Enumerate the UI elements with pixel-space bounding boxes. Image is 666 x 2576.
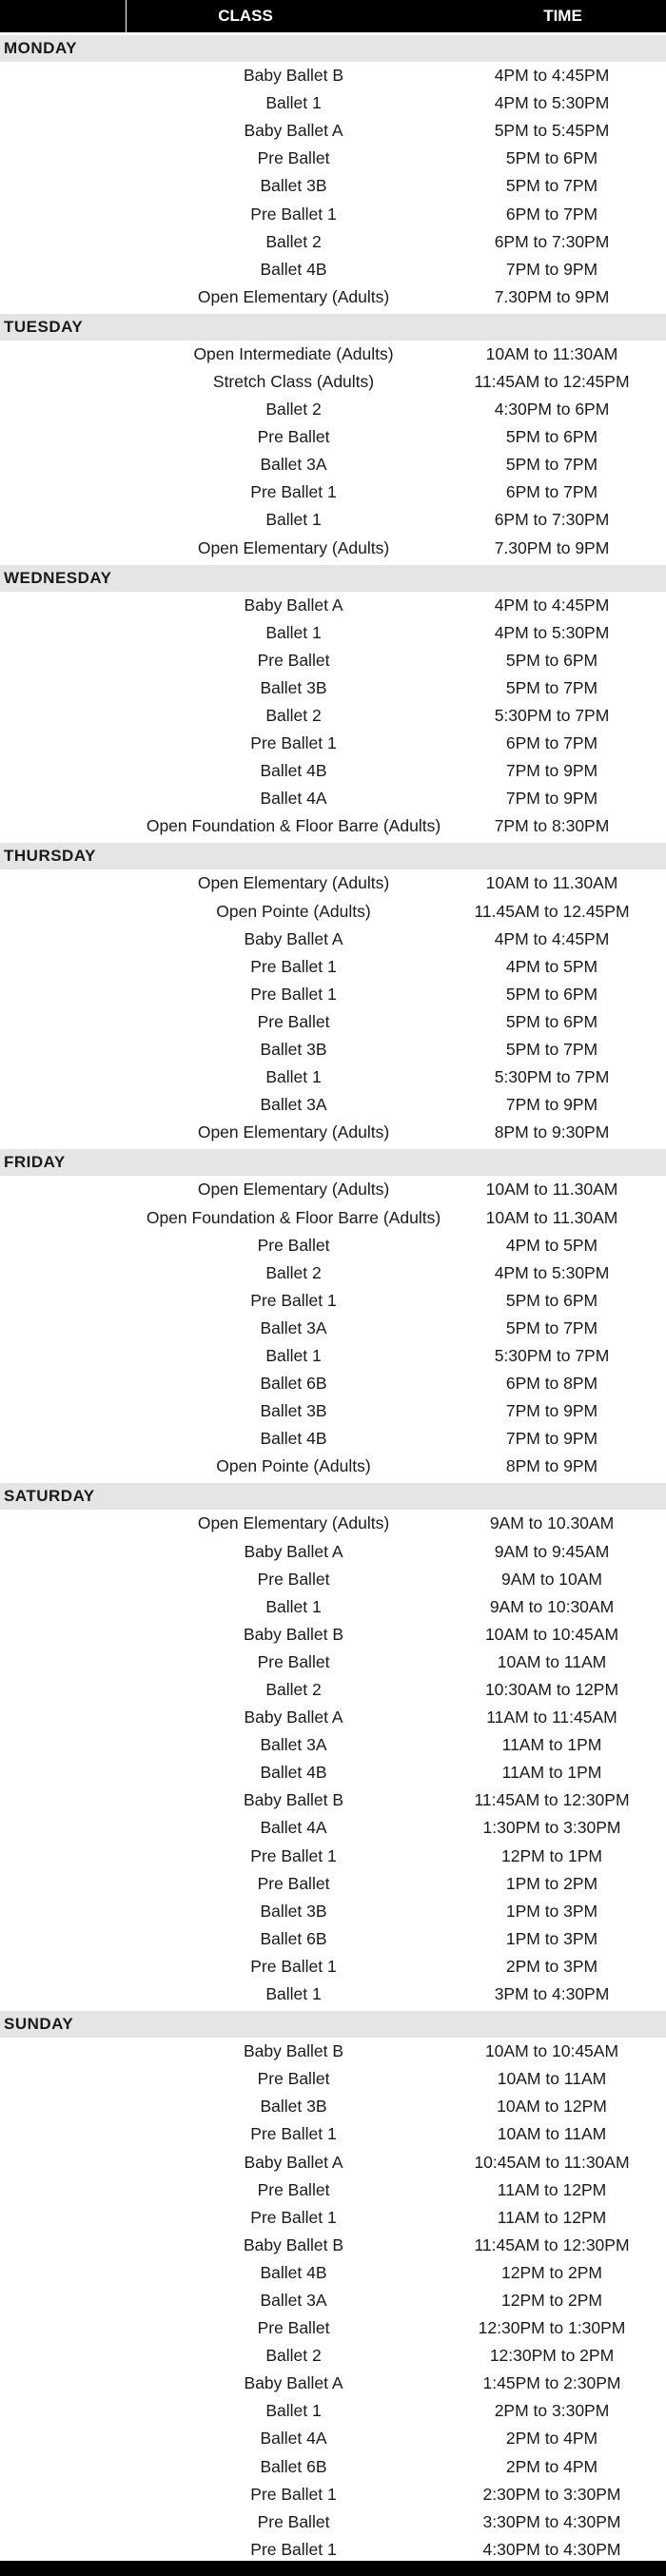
table-row bbox=[0, 1843, 666, 1870]
class-time: 6PM to 8PM bbox=[505, 1374, 598, 1394]
table-row bbox=[0, 730, 666, 757]
class-time: 5:30PM to 7PM bbox=[494, 706, 610, 726]
class-time: 6PM to 7PM bbox=[505, 204, 598, 224]
class-name: Open Foundation & Floor Barre (Adults) bbox=[146, 1207, 441, 1227]
table-row bbox=[0, 2065, 666, 2093]
table-row bbox=[0, 1425, 666, 1453]
class-time: 4PM to 5PM bbox=[505, 1235, 598, 1255]
table-row bbox=[0, 785, 666, 812]
table-row bbox=[0, 2093, 666, 2120]
class-name: Ballet 6B bbox=[260, 1374, 327, 1394]
table-row bbox=[0, 2481, 666, 2508]
class-time: 10AM to 11AM bbox=[497, 2124, 607, 2144]
class-name: Ballet 3A bbox=[260, 2290, 327, 2310]
class-time: 7PM to 8:30PM bbox=[494, 816, 610, 836]
table-row bbox=[0, 172, 666, 200]
day-header: SATURDAY bbox=[0, 1483, 666, 1510]
table-row bbox=[0, 145, 666, 172]
table-row bbox=[0, 2120, 666, 2148]
class-name: Ballet 1 bbox=[265, 1345, 322, 1365]
table-row bbox=[0, 981, 666, 1008]
class-name: Open Elementary (Adults) bbox=[197, 1513, 390, 1533]
day-header: WEDNESDAY bbox=[0, 565, 666, 592]
table-row bbox=[0, 1315, 666, 1342]
class-time: 6PM to 7:30PM bbox=[494, 510, 610, 530]
class-name: Pre Ballet 1 bbox=[250, 1290, 337, 1310]
class-time: 11:45AM to 12:30PM bbox=[474, 1790, 630, 1810]
class-time: 4PM to 4:45PM bbox=[494, 66, 610, 86]
day-header: MONDAY bbox=[0, 35, 666, 62]
class-name: Open Elementary (Adults) bbox=[197, 1180, 390, 1200]
class-time: 7PM to 9PM bbox=[505, 1401, 598, 1421]
table-row bbox=[0, 478, 666, 506]
class-time: 2:30PM to 3:30PM bbox=[482, 2484, 621, 2504]
table-row bbox=[0, 2536, 666, 2564]
class-name: Baby Ballet B bbox=[243, 1790, 344, 1810]
class-time: 2PM to 3PM bbox=[505, 1956, 598, 1976]
class-name: Pre Ballet bbox=[257, 1011, 330, 1031]
class-time: 4PM to 4:45PM bbox=[494, 928, 610, 948]
day-header: THURSDAY bbox=[0, 843, 666, 869]
class-name: Ballet 2 bbox=[265, 1680, 322, 1700]
table-row bbox=[0, 1786, 666, 1814]
class-time: 12:30PM to 2PM bbox=[489, 2346, 615, 2366]
table-row bbox=[0, 2287, 666, 2314]
table-row bbox=[0, 953, 666, 981]
class-time: 12:30PM to 1:30PM bbox=[478, 2318, 626, 2338]
class-name: Pre Ballet 1 bbox=[250, 482, 337, 502]
class-time: 4:30PM to 6PM bbox=[494, 400, 610, 420]
day-section bbox=[0, 314, 666, 562]
class-name: Pre Ballet bbox=[257, 1569, 330, 1589]
class-name: Ballet 4B bbox=[260, 1763, 327, 1783]
class-time: 10AM to 11:30AM bbox=[485, 343, 618, 363]
class-name: Ballet 6B bbox=[260, 2456, 327, 2476]
class-name: Ballet 2 bbox=[265, 706, 322, 726]
class-time: 5PM to 5:45PM bbox=[494, 121, 610, 141]
class-time: 5PM to 6PM bbox=[505, 1011, 598, 1031]
table-row bbox=[0, 2232, 666, 2259]
class-time: 5PM to 6PM bbox=[505, 650, 598, 670]
class-name: Ballet 3A bbox=[260, 1095, 327, 1115]
class-time: 9AM to 10:30AM bbox=[489, 1596, 615, 1616]
class-time: 11.45AM to 12.45PM bbox=[474, 901, 630, 921]
table-row bbox=[0, 1981, 666, 2008]
class-name: Ballet 3B bbox=[260, 176, 327, 196]
table-row bbox=[0, 898, 666, 926]
class-time: 11AM to 12PM bbox=[497, 2207, 607, 2227]
table-header bbox=[0, 0, 666, 32]
class-time: 9AM to 10.30AM bbox=[489, 1513, 615, 1533]
day-section bbox=[0, 35, 666, 311]
table-row bbox=[0, 812, 666, 840]
footer-bar bbox=[0, 2561, 666, 2576]
class-time: 2PM to 4PM bbox=[505, 2429, 598, 2449]
table-row bbox=[0, 1759, 666, 1786]
class-time: 1:30PM to 3:30PM bbox=[482, 1818, 621, 1838]
table-row bbox=[0, 1091, 666, 1119]
class-time: 1:45PM to 2:30PM bbox=[482, 2373, 621, 2393]
class-time: 5PM to 7PM bbox=[505, 455, 598, 475]
class-time: 7.30PM to 9PM bbox=[494, 286, 610, 306]
class-name: Ballet 4A bbox=[260, 789, 327, 809]
table-row bbox=[0, 1370, 666, 1397]
class-name: Pre Ballet 1 bbox=[250, 204, 337, 224]
table-row bbox=[0, 506, 666, 534]
class-time: 10AM to 11AM bbox=[497, 2069, 607, 2089]
class-name: Ballet 4B bbox=[260, 259, 327, 279]
class-name: Ballet 1 bbox=[265, 510, 322, 530]
table-row bbox=[0, 1119, 666, 1146]
class-time: 1PM to 2PM bbox=[505, 1873, 598, 1893]
class-name: Ballet 3A bbox=[260, 1317, 327, 1337]
days-container bbox=[0, 35, 666, 2564]
table-row bbox=[0, 283, 666, 311]
day-header: SUNDAY bbox=[0, 2011, 666, 2038]
table-row bbox=[0, 1176, 666, 1203]
table-row bbox=[0, 117, 666, 145]
table-row bbox=[0, 619, 666, 647]
class-name: Pre Ballet 1 bbox=[250, 1956, 337, 1976]
table-row bbox=[0, 1593, 666, 1621]
class-name: Baby Ballet B bbox=[243, 2234, 344, 2254]
class-name: Baby Ballet A bbox=[244, 2373, 343, 2393]
class-time: 6PM to 7PM bbox=[505, 482, 598, 502]
class-name: Ballet 1 bbox=[265, 1984, 322, 2004]
class-name: Ballet 4A bbox=[260, 1818, 327, 1838]
class-name: Pre Ballet bbox=[257, 2179, 330, 2199]
class-time: 2PM to 4PM bbox=[505, 2456, 598, 2476]
class-name: Ballet 3A bbox=[260, 1735, 327, 1755]
day-section bbox=[0, 1149, 666, 1480]
class-name: Ballet 3B bbox=[260, 2097, 327, 2117]
class-name: Baby Ballet B bbox=[243, 66, 344, 86]
table-row bbox=[0, 1008, 666, 1036]
class-time: 10AM to 10:45AM bbox=[484, 1624, 619, 1644]
table-row bbox=[0, 89, 666, 117]
table-row bbox=[0, 869, 666, 897]
class-time: 11AM to 12PM bbox=[497, 2179, 607, 2199]
table-row bbox=[0, 1621, 666, 1649]
class-time: 6PM to 7PM bbox=[505, 733, 598, 753]
table-row bbox=[0, 1925, 666, 1953]
class-time: 5PM to 7PM bbox=[505, 1317, 598, 1337]
table-row bbox=[0, 1342, 666, 1370]
table-row bbox=[0, 1203, 666, 1231]
header-class-label: CLASS bbox=[218, 7, 273, 25]
class-name: Stretch Class (Adults) bbox=[212, 371, 375, 391]
table-row bbox=[0, 674, 666, 702]
class-name: Pre Ballet 1 bbox=[250, 2484, 337, 2504]
table-row bbox=[0, 2038, 666, 2065]
class-time: 10AM to 11.30AM bbox=[485, 873, 618, 893]
class-name: Pre Ballet bbox=[257, 1873, 330, 1893]
class-time: 1PM to 3PM bbox=[505, 1928, 598, 1948]
class-time: 11AM to 1PM bbox=[501, 1735, 602, 1755]
day-section bbox=[0, 843, 666, 1146]
class-name: Ballet 4B bbox=[260, 2262, 327, 2282]
table-row bbox=[0, 2204, 666, 2232]
class-time: 8PM to 9:30PM bbox=[494, 1122, 610, 1142]
class-name: Ballet 1 bbox=[265, 2401, 322, 2421]
class-time: 11AM to 1PM bbox=[501, 1763, 602, 1783]
class-time: 4PM to 5:30PM bbox=[494, 622, 610, 642]
table-row bbox=[0, 423, 666, 451]
class-name: Pre Ballet 1 bbox=[250, 2207, 337, 2227]
class-time: 11:45AM to 12:45PM bbox=[474, 371, 630, 391]
table-row bbox=[0, 1397, 666, 1425]
table-row bbox=[0, 1566, 666, 1593]
class-time: 5:30PM to 7PM bbox=[494, 1067, 610, 1087]
table-row bbox=[0, 1538, 666, 1566]
class-name: Pre Ballet bbox=[257, 2511, 330, 2531]
table-row bbox=[0, 396, 666, 423]
class-time: 8PM to 9PM bbox=[505, 1456, 598, 1476]
class-name: Ballet 3B bbox=[260, 1901, 327, 1921]
class-name: Pre Ballet 1 bbox=[250, 1845, 337, 1865]
table-row bbox=[0, 1510, 666, 1537]
class-time: 5PM to 7PM bbox=[505, 176, 598, 196]
day-header: FRIDAY bbox=[0, 1149, 666, 1176]
class-time: 11:45AM to 12:30PM bbox=[474, 2234, 630, 2254]
class-name: Open Foundation & Floor Barre (Adults) bbox=[146, 816, 441, 836]
class-name: Ballet 2 bbox=[265, 1262, 322, 1282]
table-row bbox=[0, 1704, 666, 1731]
table-row bbox=[0, 592, 666, 619]
class-name: Ballet 1 bbox=[265, 1067, 322, 1087]
class-time: 2PM to 3:30PM bbox=[494, 2401, 610, 2421]
table-row bbox=[0, 2148, 666, 2176]
class-time: 5PM to 6PM bbox=[505, 427, 598, 447]
class-time: 4PM to 5:30PM bbox=[494, 93, 610, 113]
table-row bbox=[0, 200, 666, 227]
class-name: Pre Ballet bbox=[257, 2318, 330, 2338]
class-time: 4PM to 4:45PM bbox=[494, 595, 610, 615]
table-row bbox=[0, 1814, 666, 1842]
class-time: 11AM to 11:45AM bbox=[486, 1708, 617, 1727]
table-row bbox=[0, 1870, 666, 1898]
table-row bbox=[0, 2508, 666, 2536]
class-name: Pre Ballet bbox=[257, 1235, 330, 1255]
class-name: Open Elementary (Adults) bbox=[197, 873, 390, 893]
class-time: 10AM to 11.30AM bbox=[485, 1180, 618, 1200]
class-name: Pre Ballet 1 bbox=[250, 2539, 337, 2559]
class-name: Ballet 1 bbox=[265, 622, 322, 642]
class-name: Open Elementary (Adults) bbox=[197, 1122, 390, 1142]
table-row bbox=[0, 1064, 666, 1091]
table-row bbox=[0, 2370, 666, 2397]
class-name: Pre Ballet bbox=[257, 148, 330, 168]
class-name: Ballet 1 bbox=[265, 1596, 322, 1616]
class-name: Ballet 2 bbox=[265, 2346, 322, 2366]
class-time: 5:30PM to 7PM bbox=[494, 1345, 610, 1365]
class-time: 10AM to 12PM bbox=[497, 2097, 607, 2117]
class-time: 10:30AM to 12PM bbox=[484, 1680, 619, 1700]
table-row bbox=[0, 1287, 666, 1315]
class-name: Pre Ballet 1 bbox=[250, 956, 337, 976]
class-name: Pre Ballet 1 bbox=[250, 2124, 337, 2144]
table-row bbox=[0, 647, 666, 674]
class-time: 1PM to 3PM bbox=[505, 1901, 598, 1921]
class-name: Baby Ballet A bbox=[244, 121, 343, 141]
table-row bbox=[0, 2342, 666, 2370]
class-name: Ballet 2 bbox=[265, 231, 322, 251]
table-row bbox=[0, 2176, 666, 2204]
class-name: Ballet 4B bbox=[260, 1429, 327, 1449]
class-time: 5PM to 6PM bbox=[505, 984, 598, 1004]
class-time: 4:30PM to 4:30PM bbox=[482, 2539, 621, 2559]
class-name: Ballet 3B bbox=[260, 1401, 327, 1421]
class-time: 12PM to 2PM bbox=[500, 2290, 603, 2310]
table-row bbox=[0, 451, 666, 478]
table-row bbox=[0, 1232, 666, 1259]
class-name: Pre Ballet bbox=[257, 1651, 330, 1671]
class-time: 7.30PM to 9PM bbox=[494, 537, 610, 557]
class-name: Open Pointe (Adults) bbox=[216, 1456, 371, 1476]
day-section bbox=[0, 1483, 666, 2008]
table-row bbox=[0, 228, 666, 256]
class-name: Open Pointe (Adults) bbox=[216, 901, 371, 921]
class-name: Pre Ballet bbox=[257, 2069, 330, 2089]
class-name: Ballet 4A bbox=[260, 2429, 327, 2449]
table-row bbox=[0, 2453, 666, 2481]
class-name: Ballet 3A bbox=[260, 455, 327, 475]
table-row bbox=[0, 2314, 666, 2342]
class-time: 7PM to 9PM bbox=[505, 1095, 598, 1115]
table-row bbox=[0, 1259, 666, 1287]
class-time: 12PM to 1PM bbox=[500, 1845, 603, 1865]
table-row bbox=[0, 1036, 666, 1064]
class-name: Pre Ballet bbox=[257, 650, 330, 670]
class-name: Baby Ballet A bbox=[244, 1541, 343, 1561]
table-row bbox=[0, 1953, 666, 1981]
class-name: Pre Ballet bbox=[257, 427, 330, 447]
class-name: Ballet 2 bbox=[265, 400, 322, 420]
class-name: Ballet 3B bbox=[260, 1040, 327, 1060]
table-row bbox=[0, 1649, 666, 1676]
table-row bbox=[0, 702, 666, 730]
class-time: 5PM to 6PM bbox=[505, 1290, 598, 1310]
table-row bbox=[0, 2425, 666, 2452]
class-name: Baby Ballet A bbox=[244, 2152, 343, 2172]
table-row bbox=[0, 368, 666, 396]
class-name: Ballet 1 bbox=[265, 93, 322, 113]
class-time: 3:30PM to 4:30PM bbox=[482, 2511, 621, 2531]
class-time: 3PM to 4:30PM bbox=[494, 1984, 610, 2004]
class-name: Open Elementary (Adults) bbox=[197, 537, 390, 557]
class-name: Baby Ballet B bbox=[243, 2041, 344, 2061]
class-name: Baby Ballet A bbox=[244, 928, 343, 948]
table-row bbox=[0, 2259, 666, 2287]
table-row bbox=[0, 2397, 666, 2425]
class-name: Ballet 4B bbox=[260, 761, 327, 781]
class-name: Pre Ballet 1 bbox=[250, 733, 337, 753]
day-section bbox=[0, 2011, 666, 2564]
table-row bbox=[0, 926, 666, 953]
table-row bbox=[0, 1731, 666, 1759]
class-name: Ballet 3B bbox=[260, 677, 327, 697]
class-time: 9AM to 9:45AM bbox=[494, 1541, 610, 1561]
class-name: Open Elementary (Adults) bbox=[197, 286, 390, 306]
day-header: TUESDAY bbox=[0, 314, 666, 341]
class-time: 10:45AM to 11:30AM bbox=[474, 2152, 630, 2172]
class-name: Baby Ballet B bbox=[243, 1624, 344, 1644]
class-name: Baby Ballet A bbox=[244, 1708, 343, 1727]
table-row bbox=[0, 256, 666, 283]
class-time: 12PM to 2PM bbox=[500, 2262, 603, 2282]
class-name: Ballet 6B bbox=[260, 1928, 327, 1948]
class-time: 5PM to 7PM bbox=[505, 677, 598, 697]
class-time: 5PM to 6PM bbox=[505, 148, 598, 168]
class-time: 10AM to 11.30AM bbox=[485, 1207, 618, 1227]
class-time: 7PM to 9PM bbox=[505, 259, 598, 279]
class-time: 6PM to 7:30PM bbox=[494, 231, 610, 251]
header-time-label: TIME bbox=[543, 7, 582, 25]
table-row bbox=[0, 1898, 666, 1925]
class-time: 5PM to 7PM bbox=[505, 1040, 598, 1060]
class-time: 9AM to 10AM bbox=[500, 1569, 603, 1589]
table-row bbox=[0, 757, 666, 785]
class-name: Baby Ballet A bbox=[244, 595, 343, 615]
class-name: Open Intermediate (Adults) bbox=[193, 343, 394, 363]
day-section bbox=[0, 565, 666, 841]
table-row bbox=[0, 535, 666, 562]
table-row bbox=[0, 1453, 666, 1480]
class-time: 10AM to 11AM bbox=[497, 1651, 607, 1671]
table-row bbox=[0, 62, 666, 89]
table-row bbox=[0, 1676, 666, 1704]
class-time: 7PM to 9PM bbox=[505, 1429, 598, 1449]
class-time: 4PM to 5PM bbox=[505, 956, 598, 976]
table-row bbox=[0, 341, 666, 368]
class-time: 7PM to 9PM bbox=[505, 789, 598, 809]
class-name: Pre Ballet 1 bbox=[250, 984, 337, 1004]
class-time: 4PM to 5:30PM bbox=[494, 1262, 610, 1282]
class-time: 10AM to 10:45AM bbox=[484, 2041, 619, 2061]
class-time: 7PM to 9PM bbox=[505, 761, 598, 781]
